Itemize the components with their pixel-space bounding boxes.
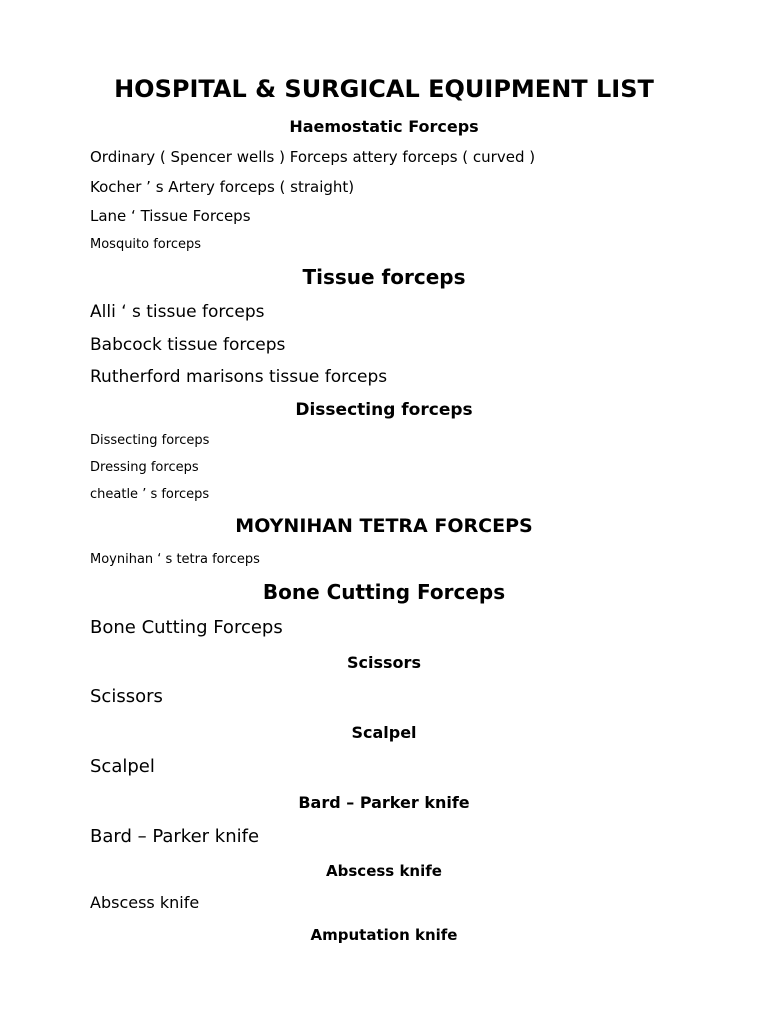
section-heading-scissors: Scissors [347,653,421,672]
list-item: Bone Cutting Forceps [90,617,283,638]
list-item: Kocher ’ s Artery forceps ( straight) [90,178,355,196]
list-item: Ordinary ( Spencer wells ) Forceps attery forceps ( curved ) [90,148,536,166]
list-item: Babcock tissue forceps [90,335,286,355]
section-heading-tissue-forceps: Tissue forceps [302,265,466,289]
list-item: Bard – Parker knife [90,826,260,847]
list-item: Abscess knife [90,893,200,912]
document-title: HOSPITAL & SURGICAL EQUIPMENT LIST [114,75,654,103]
section-heading-bard-parker-knife: Bard – Parker knife [298,793,470,812]
list-item: Rutherford marisons tissue forceps [90,367,388,387]
section-heading-moynihan-tetra-forceps: MOYNIHAN TETRA FORCEPS [235,515,533,537]
section-heading-dissecting-forceps: Dissecting forceps [295,400,473,420]
list-item: Dressing forceps [90,460,199,475]
section-heading-amputation-knife: Amputation knife [310,926,458,944]
section-heading-scalpel: Scalpel [351,723,417,742]
section-heading-haemostatic-forceps: Haemostatic Forceps [289,117,479,136]
list-item: Scalpel [90,756,155,777]
list-item: Mosquito forceps [90,237,201,252]
list-item: Lane ‘ Tissue Forceps [90,207,251,225]
section-heading-abscess-knife: Abscess knife [326,862,442,880]
list-item: Alli ‘ s tissue forceps [90,302,265,322]
list-item: Moynihan ‘ s tetra forceps [90,552,260,567]
list-item: Dissecting forceps [90,433,210,448]
list-item: Scissors [90,686,163,707]
list-item: cheatle ’ s forceps [90,487,210,502]
section-heading-bone-cutting-forceps: Bone Cutting Forceps [262,580,506,604]
